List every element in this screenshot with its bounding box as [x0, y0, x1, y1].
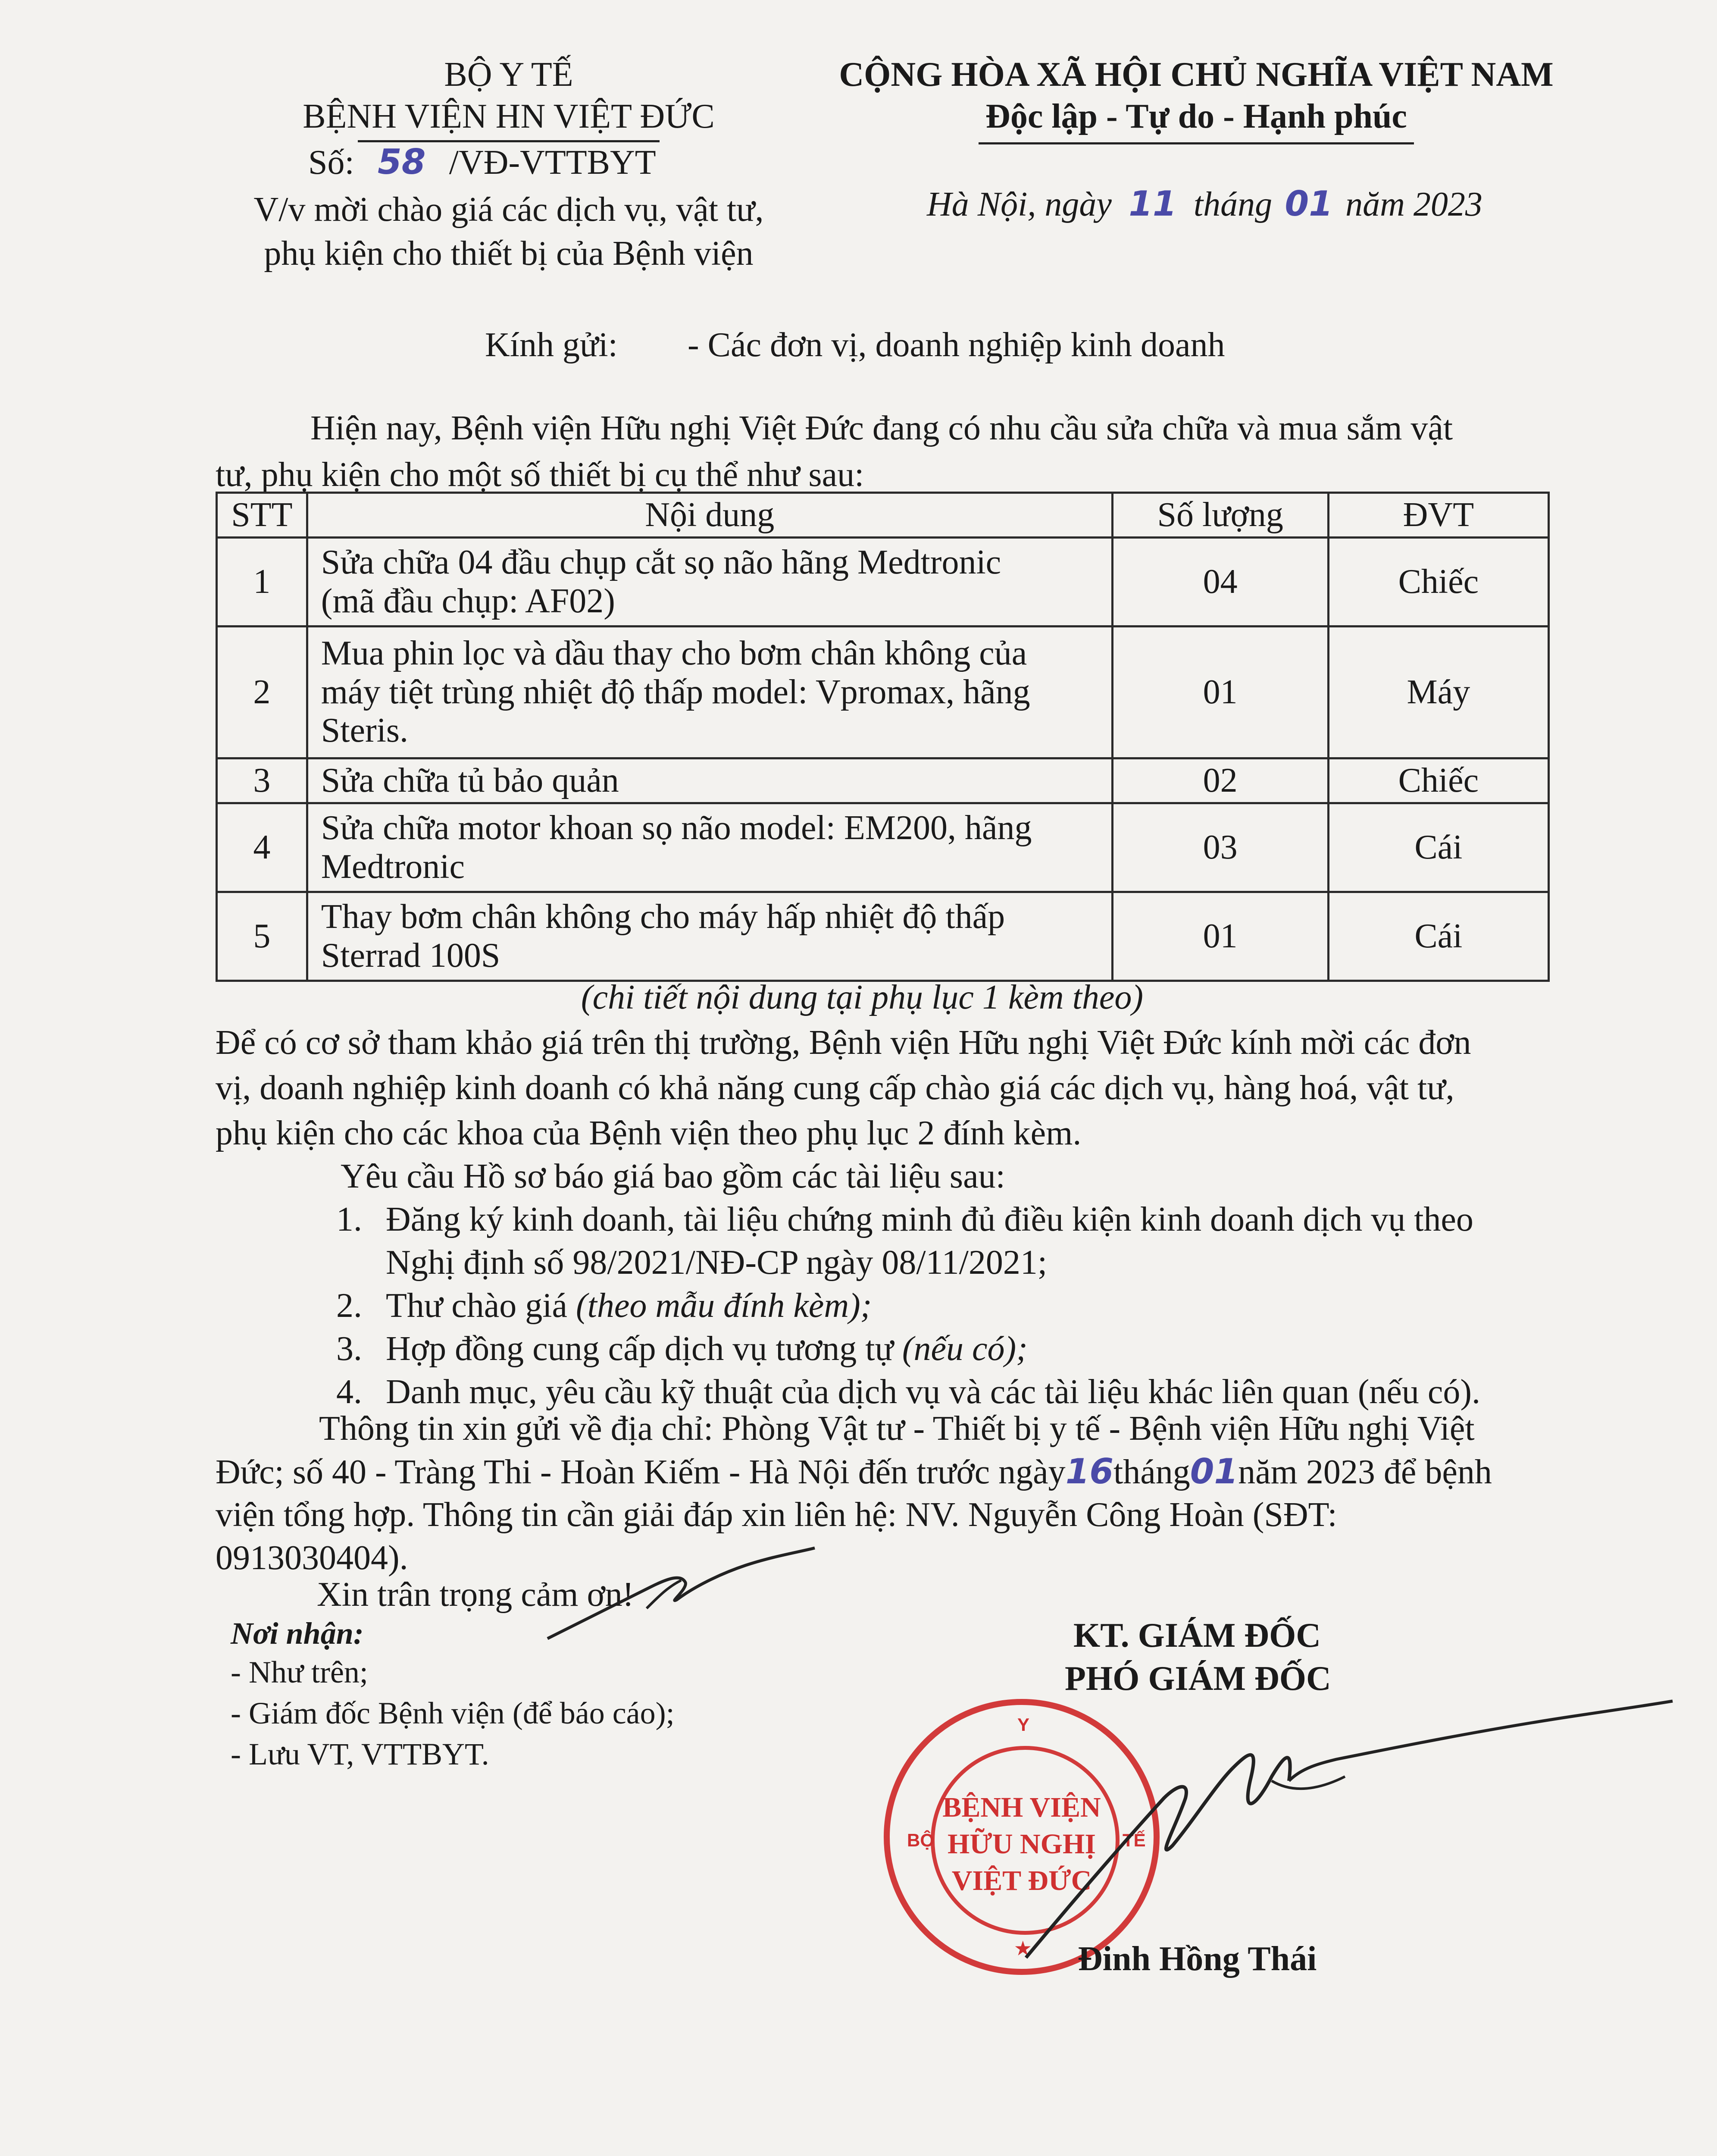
- row-unit: Máy: [1328, 627, 1548, 758]
- subject-line-1: V/v mời chào giá các dịch vụ, vật tư,: [253, 191, 764, 229]
- number-handwritten: 58: [378, 142, 426, 182]
- contact-text: tháng: [1113, 1453, 1190, 1491]
- contact-line-4: 0913030404).: [216, 1539, 408, 1577]
- document-date: [927, 183, 1482, 225]
- requirement-text: Đăng ký kinh doanh, tài liệu chứng minh đủ điều kiện kinh doanh dịch vụ theo: [386, 1200, 1473, 1238]
- row-content: [307, 758, 1112, 803]
- row-quantity: 02: [1112, 758, 1328, 803]
- row-quantity: 01: [1112, 627, 1328, 758]
- requirement-1: [336, 1199, 1473, 1240]
- row-content-line: Sửa chữa 04 đầu chụp cắt sọ não hãng Medtronic: [321, 543, 1001, 581]
- hospital-name: BỆNH VIỆN HN VIỆT ĐỨC: [303, 97, 715, 135]
- row-content: [307, 538, 1112, 627]
- contact-line-1: Thông tin xin gửi về địa chỉ: Phòng Vật tư - Thiết bị y tế - Bệnh viện Hữu nghị Việt: [319, 1410, 1475, 1448]
- row-content-line: Mua phin lọc và dầu thay cho bơm chân không của: [321, 634, 1027, 673]
- motto: Độc lập - Tự do - Hạnh phúc: [985, 97, 1407, 135]
- deadline-day: 16: [1065, 1451, 1114, 1492]
- table-row: [217, 538, 1549, 627]
- row-content: [307, 627, 1112, 758]
- requirement-1-continued: Nghị định số 98/2021/NĐ-CP ngày 08/11/2021;: [386, 1244, 1048, 1282]
- row-stt: 1: [217, 538, 307, 627]
- seal-line-3: VIỆT ĐỨC: [951, 1865, 1092, 1896]
- row-content-line: Steris.: [321, 711, 409, 750]
- contact-line-3: viện tổng hợp. Thông tin cần giải đáp xin liên hệ: NV. Nguyễn Công Hoàn (SĐT:: [216, 1496, 1337, 1534]
- number-suffix: /VĐ-VTTBYT: [449, 144, 656, 182]
- contact-line-2: [216, 1451, 1492, 1493]
- date-month-label: tháng: [1193, 185, 1273, 223]
- recipients-item: - Giám đốc Bệnh viện (để báo cáo);: [231, 1696, 675, 1730]
- table-note: (chi tiết nội dung tại phụ lục 1 kèm theo): [581, 978, 1144, 1016]
- recipient-label: Kính gửi:: [485, 326, 618, 364]
- row-stt: 4: [217, 803, 307, 892]
- recipients-item: - Như trên;: [231, 1655, 368, 1689]
- para2-line-2: vị, doanh nghiệp kinh doanh có khả năng cung cấp chào giá các dịch vụ, hàng hoá, vật tư,: [216, 1069, 1454, 1107]
- row-content-line: Medtronic: [321, 847, 465, 886]
- requirement-number: 2.: [336, 1287, 362, 1325]
- row-unit: Chiếc: [1328, 758, 1548, 803]
- seal-top-mark: Y: [1017, 1714, 1030, 1735]
- row-content-line: Sửa chữa motor khoan sọ não model: EM200, hãng: [321, 808, 1032, 847]
- requirement-note: (theo mẫu đính kèm);: [575, 1287, 872, 1325]
- seal-left-mark: BỘ: [907, 1830, 934, 1850]
- requirements-intro: Yêu cầu Hồ sơ báo giá bao gồm các tài liệu sau:: [341, 1157, 1005, 1195]
- row-unit: Cái: [1328, 892, 1548, 981]
- date-day: 11: [1129, 184, 1177, 224]
- row-content-line: (mã đầu chụp: AF02): [321, 582, 615, 620]
- requirement-text: Danh mục, yêu cầu kỹ thuật của dịch vụ và các tài liệu khác liên quan (nếu có).: [386, 1373, 1480, 1411]
- para2-line-1: Để có cơ sở tham khảo giá trên thị trường, Bệnh viện Hữu nghị Việt Đức kính mời các đơn: [216, 1024, 1471, 1062]
- deadline-month: 01: [1190, 1451, 1238, 1492]
- requirement-4: [336, 1371, 1480, 1413]
- requirement-number: 4.: [336, 1373, 362, 1411]
- requirement-note: (nếu có);: [902, 1330, 1028, 1368]
- requirement-text: Hợp đồng cung cấp dịch vụ tương tự: [386, 1330, 894, 1368]
- seal-line-1: BỆNH VIỆN: [942, 1792, 1101, 1823]
- header-content: Nội dung: [307, 493, 1112, 538]
- signer-name: Đinh Hồng Thái: [1078, 1940, 1317, 1978]
- contact-text: năm 2023 để bệnh: [1238, 1453, 1492, 1491]
- row-quantity: 01: [1112, 892, 1328, 981]
- row-unit: Chiếc: [1328, 538, 1548, 627]
- requirement-3: [336, 1328, 1028, 1369]
- document-number: [308, 141, 656, 183]
- para2-line-3: phụ kiện cho các khoa của Bệnh viện theo phụ lục 2 đính kèm.: [216, 1114, 1082, 1152]
- table-row: [217, 892, 1549, 981]
- requirement-2: [336, 1285, 872, 1326]
- date-place: Hà Nội, ngày: [927, 185, 1112, 223]
- recipients-title: Nơi nhận:: [231, 1616, 364, 1651]
- requirement-text: Thư chào giá: [386, 1287, 567, 1325]
- header-stt: STT: [217, 493, 307, 538]
- signer-title-2: PHÓ GIÁM ĐỐC: [1065, 1660, 1331, 1698]
- row-stt: 5: [217, 892, 307, 981]
- table-row: [217, 803, 1549, 892]
- recipients-item: - Lưu VT, VTTBYT.: [231, 1737, 489, 1771]
- ministry-name: BỘ Y TẾ: [444, 56, 573, 94]
- date-year: năm 2023: [1345, 185, 1482, 223]
- row-stt: 2: [217, 627, 307, 758]
- intro-line-1: Hiện nay, Bệnh viện Hữu nghị Việt Đức đang có nhu cầu sửa chữa và mua sắm vật: [310, 409, 1453, 447]
- row-quantity: 03: [1112, 803, 1328, 892]
- intro-line-2: tư, phụ kiện cho một số thiết bị cụ thể như sau:: [216, 456, 864, 494]
- row-content-line: Sửa chữa tủ bảo quản: [321, 761, 619, 799]
- table-row: [217, 627, 1549, 758]
- subject-line-2: phụ kiện cho thiết bị của Bệnh viện: [264, 235, 754, 273]
- signer-title-1: KT. GIÁM ĐỐC: [1073, 1617, 1321, 1655]
- requirement-number: 1.: [336, 1200, 362, 1238]
- number-prefix: Số:: [308, 144, 354, 182]
- header-unit: ĐVT: [1328, 493, 1548, 538]
- seal-right-mark: TẾ: [1123, 1830, 1146, 1850]
- row-content-line: Sterrad 100S: [321, 936, 500, 975]
- row-content-line: Thay bơm chân không cho máy hấp nhiệt độ thấp: [321, 897, 1005, 936]
- row-content: [307, 892, 1112, 981]
- table-row: [217, 758, 1549, 803]
- header-quantity: Số lượng: [1112, 493, 1328, 538]
- requirement-number: 3.: [336, 1330, 362, 1368]
- date-month: 01: [1285, 184, 1333, 224]
- row-quantity: 04: [1112, 538, 1328, 627]
- row-content-line: máy tiệt trùng nhiệt độ thấp model: Vpromax, hãng: [321, 673, 1030, 711]
- contact-text: Đức; số 40 - Tràng Thi - Hoàn Kiếm - Hà Nội đến trước ngày: [216, 1453, 1066, 1491]
- seal-line-2: HỮU NGHỊ: [947, 1828, 1096, 1860]
- closing-text: Xin trân trọng cảm ơn!: [317, 1576, 634, 1614]
- motto-underline: [979, 142, 1414, 144]
- row-stt: 3: [217, 758, 307, 803]
- table-header-row: [217, 493, 1549, 538]
- country-name: CỘNG HÒA XÃ HỘI CHỦ NGHĨA VIỆT NAM: [839, 56, 1554, 94]
- seal-star-icon: ★: [1015, 1938, 1031, 1959]
- initial-signature: [539, 1539, 819, 1651]
- row-content: [307, 803, 1112, 892]
- recipient-value: - Các đơn vị, doanh nghiệp kinh doanh: [688, 326, 1225, 364]
- items-table: [216, 492, 1550, 982]
- row-unit: Cái: [1328, 803, 1548, 892]
